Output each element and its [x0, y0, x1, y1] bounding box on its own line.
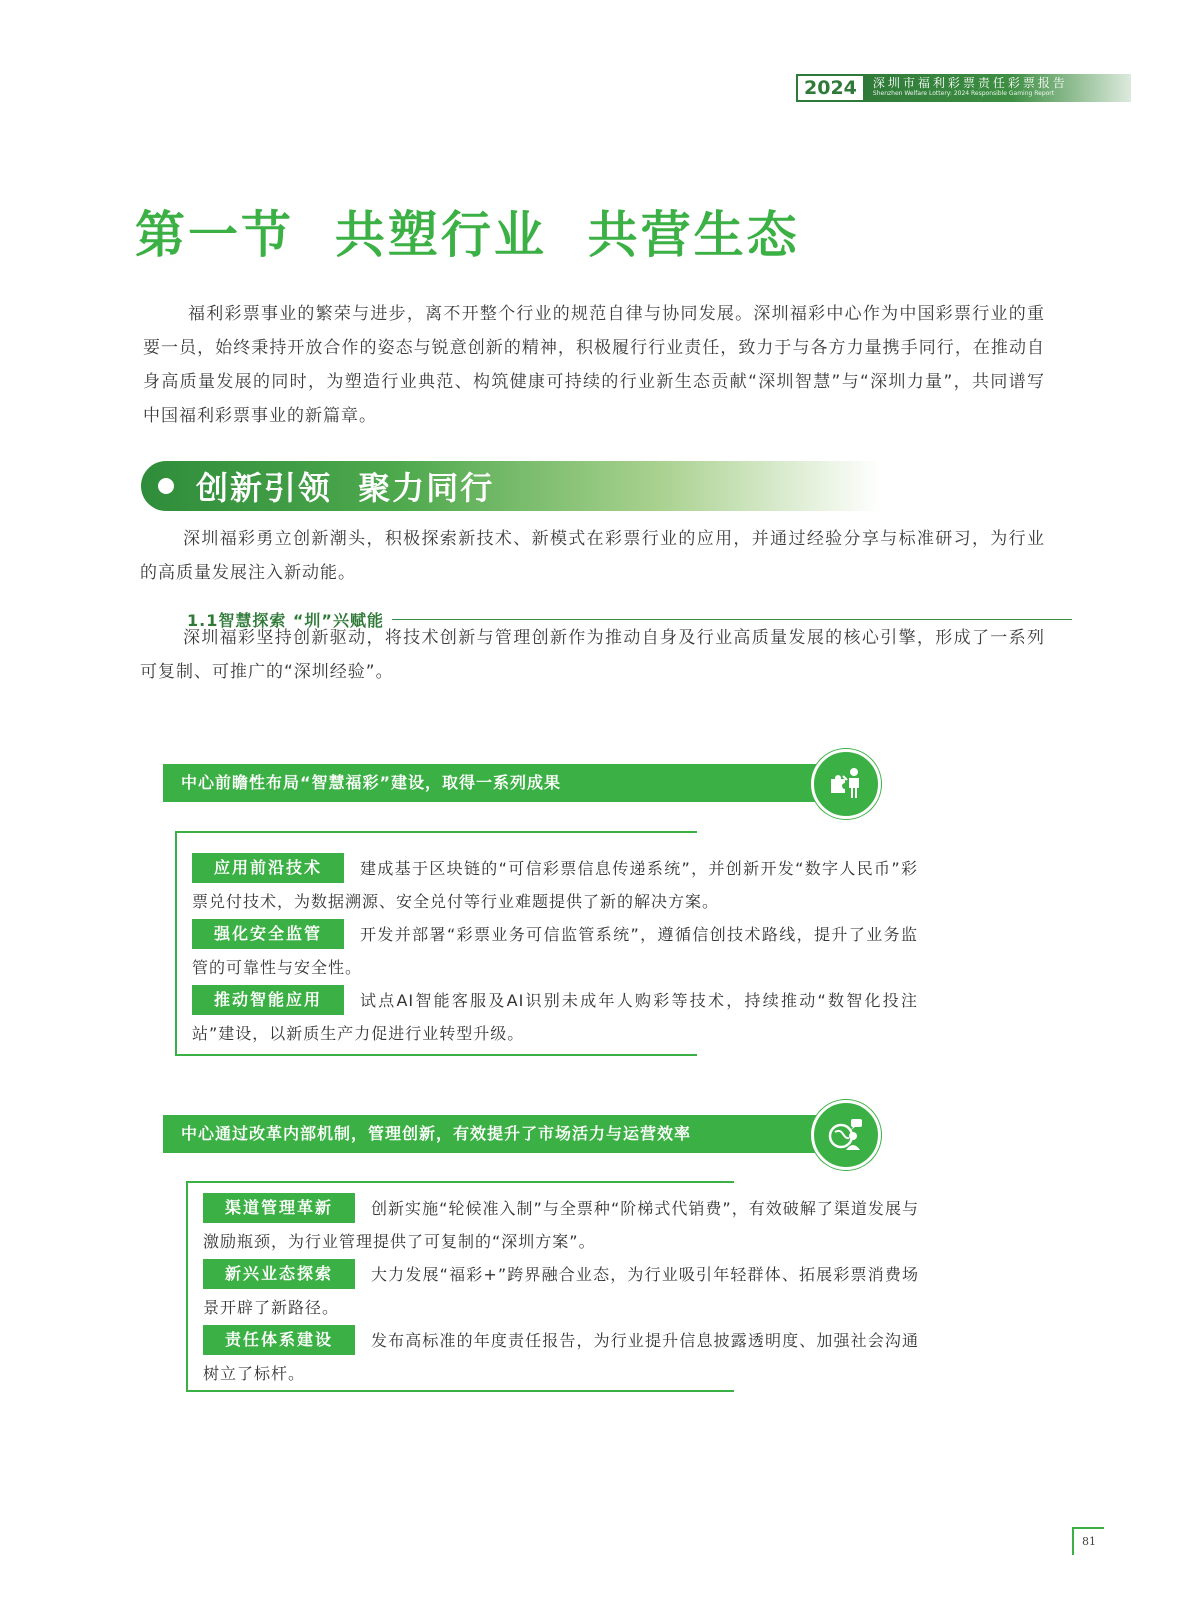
- tag-channel-management: 渠道管理革新: [203, 1193, 355, 1223]
- page-number: 81: [1072, 1527, 1104, 1555]
- block1-title-bar: 中心前瞻性布局“智慧福彩”建设，取得一系列成果: [163, 764, 873, 802]
- header-year: 2024: [796, 74, 865, 102]
- header-title-cn: 深圳市福利彩票责任彩票报告: [872, 76, 1068, 90]
- item-new-business-text: 大力发展“福彩+”跨界融合业态，为行业吸引年轻群体、拓展彩票消费场景开辟了新路径。: [203, 1265, 919, 1317]
- tag-smart-application: 推动智能应用: [192, 985, 344, 1015]
- tag-frontier-tech: 应用前沿技术: [192, 853, 344, 883]
- tag-new-business: 新兴业态探索: [203, 1259, 355, 1289]
- tag-security-supervision: 强化安全监管: [192, 919, 344, 949]
- bullet-dot-icon: [158, 478, 174, 494]
- header-band: [865, 74, 1131, 102]
- puzzle-person-icon: [811, 749, 881, 819]
- intro-paragraph: 福利彩票事业的繁荣与进步，离不开整个行业的规范自律与协同发展。深圳福彩中心作为中国彩票行业的重要一员，始终秉持开放合作的姿态与锐意创新的精神，积极履行行业责任，致力于与各方力量携手同行，在推动自身高质量发展的同时，为塑造行业典范、构筑健康可持续的行业新生态贡献“深圳智慧”与“深圳力量”，共同谱写中国福利彩票事业的新篇章。: [143, 304, 1045, 426]
- innovation-paragraph: 深圳福彩勇立创新潮头，积极探索新技术、新模式在彩票行业的应用，并通过经验分享与标准研习，为行业的高质量发展注入新动能。: [140, 529, 1045, 583]
- item-responsibility-system-text: 发布高标准的年度责任报告，为行业提升信息披露透明度、加强社会沟通树立了标杆。: [203, 1331, 919, 1383]
- item-security-supervision-text: 开发并部署“彩票业务可信监管系统”，遵循信创技术路线，提升了业务监管的可靠性与安全性。: [192, 925, 918, 977]
- tag-responsibility-system: 责任体系建设: [203, 1325, 355, 1355]
- subheading-smart-exploration: 1.1智慧探索 “圳”兴赋能: [187, 611, 384, 630]
- globe-person-icon: [811, 1100, 881, 1170]
- block2-title-bar: 中心通过改革内部机制，管理创新，有效提升了市场活力与运营效率: [163, 1115, 873, 1153]
- item-frontier-tech-text: 建成基于区块链的“可信彩票信息传递系统”，并创新开发“数字人民币”彩票兑付技术，为数据溯源、安全兑付等行业难题提供了新的解决方案。: [192, 859, 918, 911]
- item-channel-management-text: 创新实施“轮候准入制”与全票种“阶梯式代销费”，有效破解了渠道发展与激励瓶颈，为行业管理提供了可复制的“深圳方案”。: [203, 1199, 919, 1251]
- header-title-en: Shenzhen Welfare Lottery: 2024 Responsible Gaming Report: [872, 90, 1055, 97]
- section-title: 第一节 共塑行业 共营生态: [135, 206, 800, 264]
- drive-paragraph: 深圳福彩坚持创新驱动，将技术创新与管理创新作为推动自身及行业高质量发展的核心引擎，形成了一系列可复制、可推广的“深圳经验”。: [140, 628, 1045, 682]
- report-header-badge: [796, 74, 1131, 102]
- heading-innovation: 创新引领 聚力同行: [196, 469, 495, 507]
- heading-band: [141, 461, 881, 511]
- item-smart-application-text: 试点AI智能客服及AI识别未成年人购彩等技术，持续推动“数智化投注站”建设，以新质生产力促进行业转型升级。: [192, 991, 918, 1043]
- subheading-rule: [392, 619, 1072, 620]
